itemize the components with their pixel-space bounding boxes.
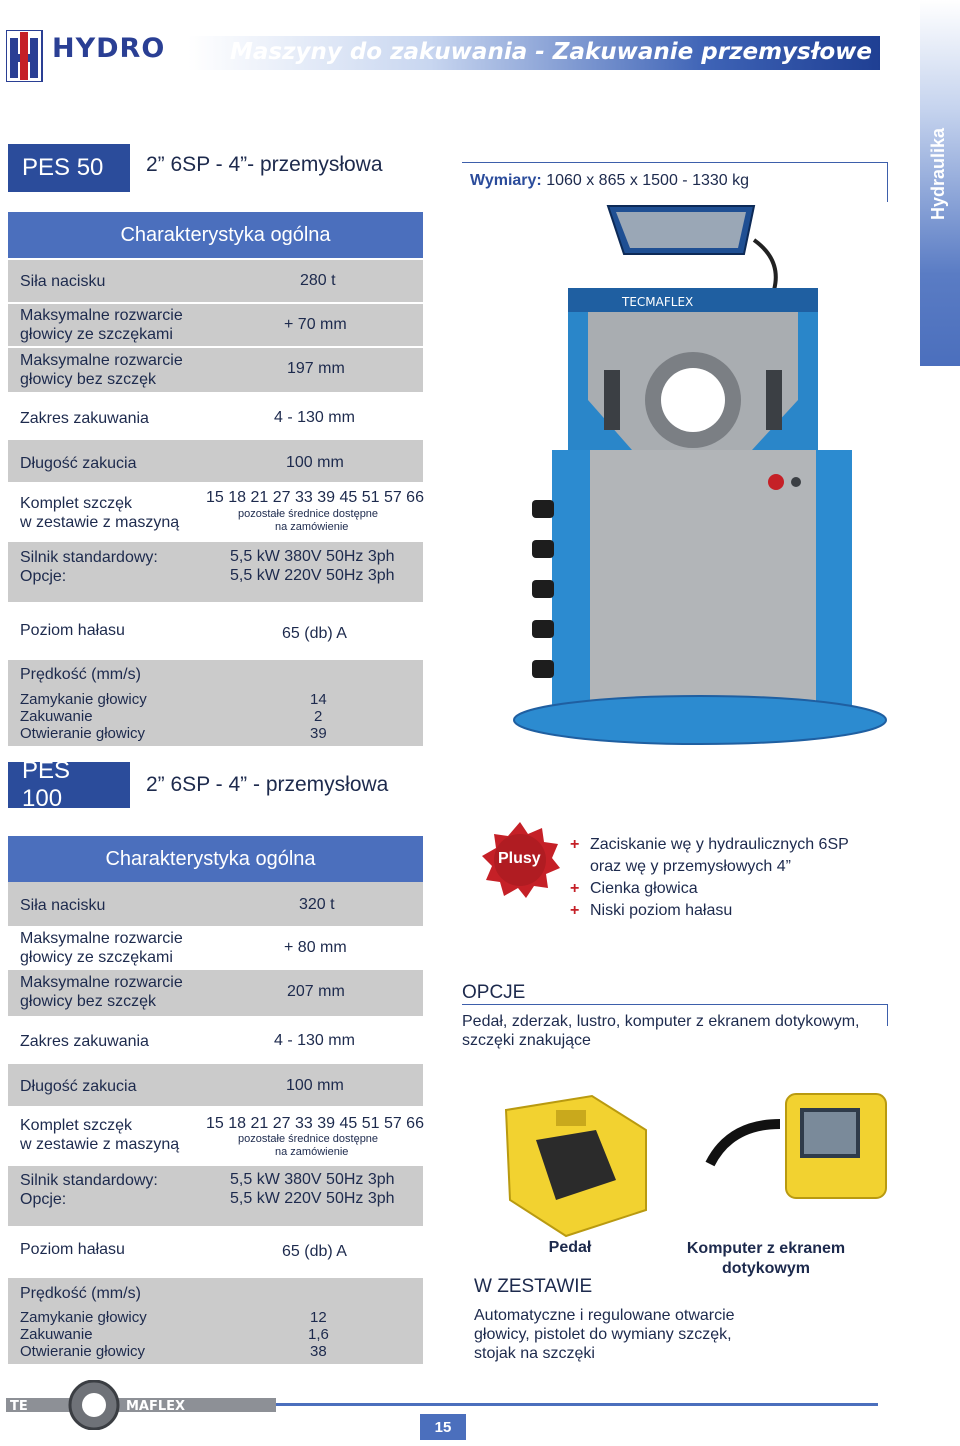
plusy-list [570, 834, 849, 922]
crimping-machine-image [512, 200, 888, 760]
spec-label: Maksymalne rozwarcie [20, 974, 183, 991]
spec-row-range [8, 1016, 423, 1064]
spec-label: Maksymalne rozwarcie [20, 307, 183, 324]
spec-label: głowicy bez szczęk [20, 993, 157, 1010]
model-badge-pes50 [8, 144, 130, 192]
spec-note: pozostałe średnice dostępne [238, 508, 379, 520]
spec-value: + 70 mm [284, 316, 347, 333]
model-badge-pes100 [8, 757, 130, 812]
spec-label: Komplet szczęk [20, 495, 133, 512]
category-tab-label: Hydraulika [928, 127, 948, 220]
spec-value: 15 18 21 27 33 39 45 51 57 66 [206, 489, 424, 506]
spec-label: Zakuwanie [20, 1326, 93, 1343]
section-title: Charakterystyka ogólna [120, 223, 331, 246]
spec-row-open-jaws [8, 304, 423, 346]
spec-label: Długość zakucia [20, 455, 137, 472]
spec-value: + 80 mm [284, 939, 347, 956]
spec-note: na zamówienie [275, 521, 349, 533]
plus-sign: + [570, 836, 580, 853]
spec-row-speed [8, 1278, 423, 1364]
spec-row-open-nojaws [8, 970, 423, 1016]
options-rule [462, 1004, 888, 1005]
spec-value: 5,5 kW 220V 50Hz 3ph [230, 567, 395, 584]
options-title: OPCJE [462, 982, 526, 1003]
spec-value: 5,5 kW 380V 50Hz 3ph [230, 548, 395, 565]
page-title: Maszyny do zakuwania - Zakuwanie przemysłowe [229, 39, 872, 65]
spec-value: 14 [310, 691, 327, 708]
plusy-item [570, 900, 849, 922]
spec-label: Poziom hałasu [20, 1241, 125, 1258]
spec-value: 280 t [300, 272, 336, 289]
spec-label: Otwieranie głowicy [20, 725, 146, 742]
plusy-text: Zaciskanie wę y hydraulicznych 6SP [590, 836, 849, 853]
plus-sign: + [570, 880, 580, 897]
title-banner [188, 36, 880, 70]
plusy-item [570, 834, 849, 856]
computer-caption: Komputer z ekranem dotykowym [686, 1240, 846, 1277]
plusy-item-cont: oraz wę y przemysłowych 4” [590, 858, 791, 875]
spec-label: w zestawie z maszyną [20, 1136, 180, 1153]
spec-note: na zamówienie [275, 1146, 349, 1158]
spec-value: 65 (db) A [282, 1243, 347, 1260]
brand-name: HYDRO [52, 33, 166, 64]
spec-label: Zakuwanie [20, 708, 93, 725]
dimensions-label: Wymiary: [470, 172, 542, 189]
pedal-caption: Pedał [548, 1239, 592, 1256]
model-subtitle: 2” 6SP - 4”- przemysłowa [146, 153, 383, 176]
spec-label: Maksymalne rozwarcie [20, 930, 183, 947]
spec-note: pozostałe średnice dostępne [238, 1133, 379, 1145]
footer-rule [276, 1403, 878, 1406]
spec-label: Otwieranie głowicy [20, 1343, 146, 1360]
spec-label: Silnik standardowy: [20, 1172, 158, 1189]
spec-label: Opcje: [20, 568, 67, 585]
foot-pedal-image [496, 1090, 656, 1240]
dimensions-value: 1060 x 865 x 1500 - 1330 kg [546, 172, 750, 189]
section-header [8, 212, 423, 258]
spec-row-speed [8, 660, 423, 746]
model-name: PES 50 [22, 154, 104, 181]
spec-value: 5,5 kW 220V 50Hz 3ph [230, 1190, 395, 1207]
spec-row-jaws [8, 1106, 423, 1166]
spec-label: Komplet szczęk [20, 1117, 133, 1134]
section-title: Charakterystyka ogólna [105, 847, 316, 870]
spec-value: 4 - 130 mm [274, 1032, 355, 1049]
svg-text:TECMAFLEX: TECMAFLEX [622, 295, 694, 309]
included-text: Automatyczne i regulowane otwarcie głowicy, pistolet do wymiany szczęk, stojak na szczęki [474, 1307, 735, 1362]
spec-label: Długość zakucia [20, 1078, 137, 1095]
plusy-text: Cienka głowica [590, 880, 698, 897]
spec-value: 100 mm [286, 1077, 344, 1094]
spec-value: 100 mm [286, 454, 344, 471]
spec-label: Silnik standardowy: [20, 549, 158, 566]
spec-value: 1,6 [308, 1326, 329, 1343]
spec-row-noise [8, 1226, 423, 1278]
spec-label: głowicy bez szczęk [20, 371, 157, 388]
spec-row-motor [8, 1166, 423, 1226]
spec-row-open-nojaws [8, 348, 423, 392]
spec-row-noise [8, 602, 423, 660]
section-header [8, 836, 423, 882]
spec-label: Poziom hałasu [20, 622, 125, 639]
spec-row-jaws [8, 482, 423, 542]
spec-row-length [8, 1064, 423, 1106]
spec-row-length [8, 440, 423, 482]
plusy-badge-label: Plusy [498, 850, 541, 867]
options-text: Pedał, zderzak, lustro, komputer z ekranem dotykowym, szczęki znakujące [462, 1013, 860, 1049]
spec-value: 207 mm [287, 983, 345, 1000]
spec-label: Prędkość (mm/s) [20, 1285, 141, 1302]
spec-value: 320 t [299, 896, 335, 913]
spec-value: 5,5 kW 380V 50Hz 3ph [230, 1171, 395, 1188]
spec-label: Opcje: [20, 1191, 67, 1208]
touch-computer-image [700, 1084, 890, 1234]
spec-row-force [8, 882, 423, 926]
spec-row-open-jaws [8, 926, 423, 970]
spec-label: Zakres zakuwania [20, 1033, 149, 1050]
spec-label: Zamykanie głowicy [20, 1309, 147, 1326]
spec-value: 38 [310, 1343, 327, 1360]
svg-text:MAFLEX: MAFLEX [126, 1399, 186, 1414]
spec-label: Siła nacisku [20, 273, 106, 290]
plusy-text: Niski poziom hałasu [590, 902, 733, 919]
spec-value: 197 mm [287, 360, 345, 377]
spec-label: Zamykanie głowicy [20, 691, 147, 708]
spec-label: Maksymalne rozwarcie [20, 352, 183, 369]
spec-label: Siła nacisku [20, 897, 106, 914]
spec-row-force [8, 260, 423, 302]
spec-label: Zakres zakuwania [20, 410, 149, 427]
spec-value: 15 18 21 27 33 39 45 51 57 66 [206, 1115, 424, 1132]
model-subtitle: 2” 6SP - 4” - przemysłowa [146, 773, 389, 796]
plusy-item [570, 878, 849, 900]
spec-row-motor [8, 542, 423, 602]
dims-rule-end [887, 162, 888, 202]
dims-rule [462, 162, 888, 163]
spec-value: 4 - 130 mm [274, 409, 355, 426]
spec-row-range [8, 392, 423, 440]
spec-label: głowicy ze szczękami [20, 949, 173, 966]
svg-text:TE: TE [10, 1399, 28, 1414]
plus-sign: + [570, 902, 580, 919]
spec-value: 2 [314, 708, 323, 725]
page-number: 15 [420, 1414, 466, 1440]
model-name: PES 100 [22, 757, 71, 812]
spec-value: 65 (db) A [282, 625, 347, 642]
spec-label: w zestawie z maszyną [20, 514, 180, 531]
spec-value: 39 [310, 725, 327, 742]
tecmaflex-logo-icon [6, 1380, 276, 1430]
spec-label: Prędkość (mm/s) [20, 666, 141, 683]
spec-value: 12 [310, 1309, 327, 1326]
included-title: W ZESTAWIE [474, 1276, 593, 1297]
dimensions [470, 172, 749, 190]
spec-label: głowicy ze szczękami [20, 326, 173, 343]
